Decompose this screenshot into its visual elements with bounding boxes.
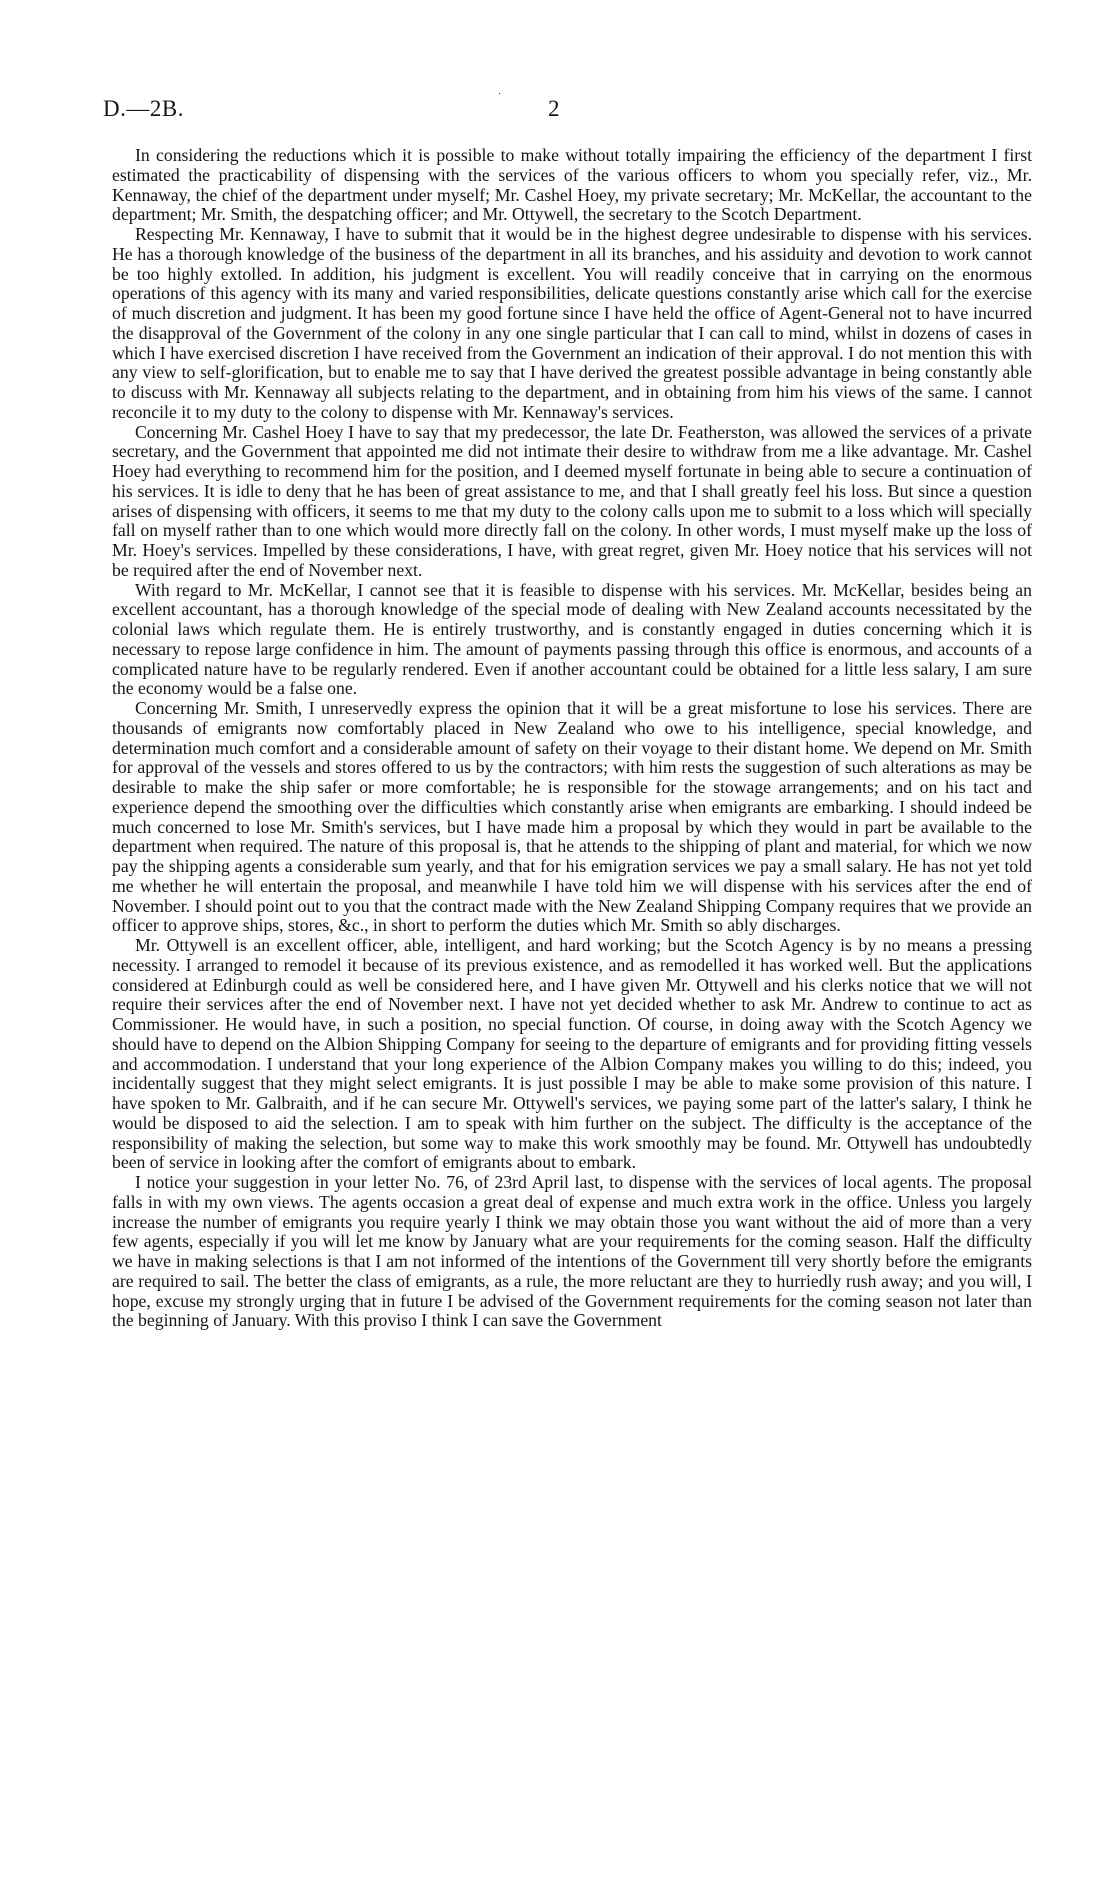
paragraph-mckellar: With regard to Mr. McKellar, I cannot see that it is feasible to dispense with his services. Mr. McKellar, besides being an excellent accountant, has a thorough knowledge of the special mode of dealing with New Zealand accounts necessitated by the colonial laws which regulate them. He is entirely trustworthy, and is constantly engaged in duties concerning which it is necessary to repose large confidence in him. The amount of payments passing through this office is enormous, and accounts of a complicated nature have to be regularly rendered. Even if another accountant could be obtained for a little less salary, I am sure the economy would be a false one. [112,579,1032,699]
paragraph-local-agents: I notice your suggestion in your letter No. 76, of 23rd April last, to dispense with the services of local agents. The proposal falls in with my own views. The agents occasion a great deal of expense and much extra work in the office. Unless you largely increase the number of emigrants you require yearly I think we may obtain those you want without the aid of more than a very few agents, especially if you will let me know by January what are your requirements for the coming season. Half the difficulty we have in making selections is that I am not informed of the intentions of the Government till very shortly before the emigrants are required to sail. The better the class of emigrants, as a rule, the more reluctant are they to hurriedly rush away; and you will, I hope, excuse my strongly urging that in future I be advised of the Government requirements for the coming season not later than the beginning of January. With this proviso I think I can save the Government [112,1172,1032,1331]
page-number: 2 [548,96,560,121]
document-reference: D.—2B. [103,96,184,121]
paragraph-ottywell: Mr. Ottywell is an excellent officer, able, intelligent, and hard working; but the Scotch Agency is by no means a pressing necessity. I arranged to remodel it because of its previous existence, and as remodelled it has worked well. But the applications considered at Edinburgh could as well be considered here, and I have given Mr. Ottywell and his clerks notice that we will not require their services after the end of November next. I have not yet decided whether to ask Mr. Andrew to continue to act as Commissioner. He would have, in such a position, no special function. Of course, in doing away with the Scotch Agency we should have to depend on the Albion Shipping Company for seeing to the departure of emigrants and for providing fitting vessels and accommodation. I understand that your long experience of the Albion Company makes you willing to do this; indeed, you incidentally suggest that they might select emigrants. It is just possible I may be able to make some provision of this nature. I have spoken to Mr. Galbraith, and if he can secure Mr. Ottywell's services, we paying some part of the latter's salary, I think he would be disposed to aid the selection. I am to speak with him further on the subject. The difficulty is the acceptance of the responsibility of making the selection, but some way to make this work smoothly may be found. Mr. Ottywell has undoubtedly been of service in looking after the comfort of emigrants about to embark. [112,935,1032,1173]
paragraph-hoey: Concerning Mr. Cashel Hoey I have to say that my predecessor, the late Dr. Featherston, was allowed the services of a private secretary, and the Government that appointed me did not intimate their desire to withdraw from me a like advantage. Mr. Cashel Hoey had everything to recommend him for the position, and I deemed myself fortunate in being able to secure a continuation of his services. It is idle to deny that he has been of great assistance to me, and that I shall greatly feel his loss. But since a question arises of dispensing with officers, it seems to me that my duty to the colony calls upon me to submit to a loss which will specially fall on myself rather than to one which would more directly fall on the colony. In other words, I must myself make up the loss of Mr. Hoey's services. Impelled by these considerations, I have, with great regret, given Mr. Hoey notice that his services will not be required after the end of November next. [112,421,1032,580]
letter-body [112,146,1032,1331]
paragraph-smith: Concerning Mr. Smith, I unreservedly express the opinion that it will be a great misfortune to lose his services. There are thousands of emigrants now comfortably placed in New Zealand who owe to his intelligence, special knowledge, and determination much comfort and a considerable amount of safety on their voyage to their distant home. We depend on Mr. Smith for approval of the vessels and stores offered to us by the contractors; with him rests the suggestion of such alterations as may be desirable to make the ship safer or more comfortable; he is responsible for the stowage arrangements; and on his tact and experience depend the smoothing over the difficulties which constantly arise when emigrants are embarking. I should indeed be much concerned to lose Mr. Smith's services, but I have made him a proposal by which they would in part be available to the department when required. The nature of this proposal is, that he attends to the shipping of plant and material, for which we now pay the shipping agents a considerable sum yearly, and that for his emigration services we pay a small salary. He has not yet told me whether he will entertain the proposal, and meanwhile I have told him we will dispense with his services after the end of November. I should point out to you that the contract made with the New Zealand Shipping Company requires that we provide an officer to approve ships, stores, &c., in short to perform the duties which Mr. Smith so ably discharges. [112,698,1032,936]
paragraph-reductions: In considering the reductions which it is possible to make without totally impairing the efficiency of the department I first estimated the practicability of dispensing with the services of the various officers to whom you specially refer, viz., Mr. Kennaway, the chief of the department under myself; Mr. Cashel Hoey, my private secretary; Mr. McKellar, the accountant to the department; Mr. Smith, the despatching officer; and Mr. Ottywell, the secretary to the Scotch Department. [112,145,1032,225]
paragraph-kennaway: Respecting Mr. Kennaway, I have to submit that it would be in the highest degree undesirable to dispense with his services. He has a thorough knowledge of the business of the department in all its branches, and his assiduity and devotion to work cannot be too highly extolled. In addition, his judgment is excellent. You will readily conceive that in carrying on the enormous operations of this agency with its many and varied responsibilities, delicate questions constantly arise which call for the exercise of much discretion and judgment. It has been my good fortune since I have held the office of Agent-General not to have incurred the disapproval of the Government of the colony in any one single particular that I can call to mind, whilst in dozens of cases in which I have exercised discretion I have received from the Government an indication of their approval. I do not mention this with any view to self-glorification, but to enable me to say that I have derived the greatest possible advantage in being constantly able to discuss with Mr. Kennaway all subjects relating to the department, and in obtaining from him his views of the same. I cannot reconcile it to my duty to the colony to dispense with Mr. Kennaway's services. [112,224,1032,422]
print-mark: · [498,89,502,100]
